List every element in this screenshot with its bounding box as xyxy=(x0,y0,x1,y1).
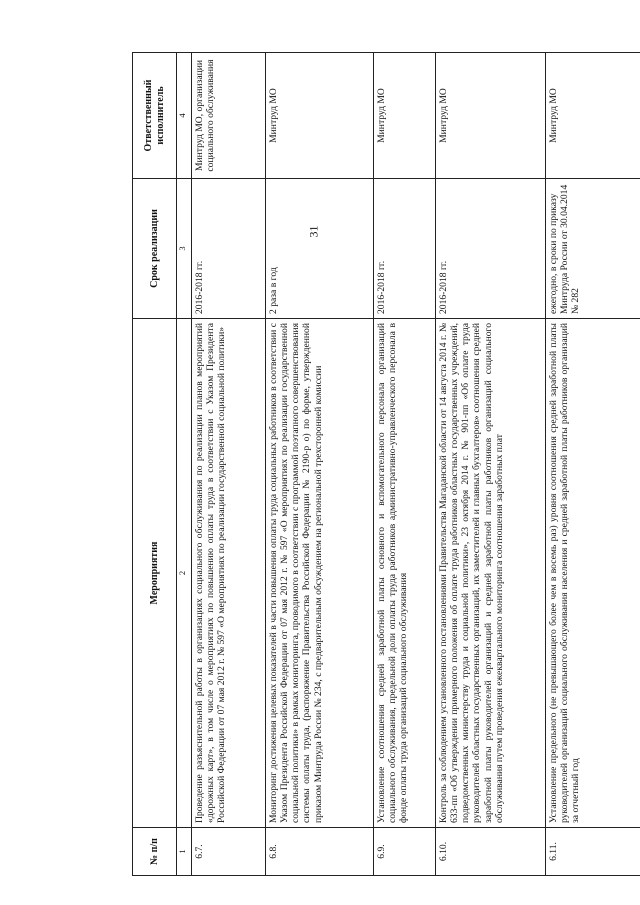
row-activity: Установление соотношения средней заработной платы основного и вспомогательного персонала организаций социального обслуживания, предельной доли оплаты труда работников административно-управленческого персонала в фонде оплаты труда организаций социального обслуживания xyxy=(374,319,436,828)
header-responsible: Ответственный исполнитель xyxy=(133,53,177,179)
row-num: 6.9. xyxy=(374,828,436,876)
table-row xyxy=(374,53,436,876)
column-number: 3 xyxy=(177,179,192,319)
rotated-table-container xyxy=(132,53,640,876)
column-number-row xyxy=(177,53,192,876)
row-responsible: Минтруд МО, организации социального обслуживания xyxy=(192,53,266,179)
row-activity: Проведение разъяснительной работы в организациях социального обслуживания по реализации планов мероприятий «дорожных карт», в том числе о мероприятиях по повышению оплаты труда в соответствии с Указом Президента Российской Федерации от 07 мая 2012 г. № 597 «О мероприятиях по реализации государственной социальной политики» xyxy=(192,319,266,828)
header-term: Срок реализации xyxy=(133,179,177,319)
column-number: 1 xyxy=(177,828,192,876)
page-number: 31 xyxy=(306,225,321,238)
activities-table xyxy=(132,52,640,876)
header-activity: Мероприятия xyxy=(133,319,177,828)
header-row xyxy=(133,53,177,876)
column-number: 2 xyxy=(177,319,192,828)
row-term: ежегодно, в сроки по приказу Минтруда России от 30.04.2014 № 282 xyxy=(546,179,640,319)
row-num: 6.10. xyxy=(436,828,546,876)
table-row xyxy=(266,53,374,876)
row-num: 6.7. xyxy=(192,828,266,876)
row-activity: Контроль за соблюдением установленного постановлениями Правительства Магаданской области от 14 августа 2014 г. № 633-пп «Об утверждении примерного положения об оплате труда работников областных государственных учреждений, подведомственных министерству труда и социальной политики», 23 октября 2014 г. № 901-пп «Об оплате труда руководителей областных государственных организаций, их заместителей и главных бухгалтеров» соотношения средней заработной платы руководителей организаций и средней заработной платы работников организаций социального обслуживания путем проведения ежеквартального мониторинга соотношения заработных плат xyxy=(436,319,546,828)
row-num: 6.11. xyxy=(546,828,640,876)
column-number: 4 xyxy=(177,53,192,179)
row-responsible: Минтруд МО xyxy=(266,53,374,179)
table-row xyxy=(192,53,266,876)
row-activity: Мониторинг достижения целевых показателей в части повышения оплаты труда социальных работников в соответствии с Указом Президента Российской Федерации от 07 мая 2012 г. № 597 «О мероприятиях по реализации государственной социальной политики» в рамках мониторинга, проводимого в соответствии с программой поэтапного совершенствования системы оплаты труда, (распоряжение Правительства Российской Федерации № 2190-р о) по форме, утвержденной приказом Минтруда России № 234, с предварительным обсуждением на региональной трехсторонней комиссии xyxy=(266,319,374,828)
header-num: № п/п xyxy=(133,828,177,876)
row-term: 2016-2018 гг. xyxy=(436,179,546,319)
table-row xyxy=(436,53,546,876)
row-term: 2016-2018 гг. xyxy=(374,179,436,319)
row-responsible: Минтруд МО xyxy=(546,53,640,179)
table-row xyxy=(546,53,640,876)
row-activity: Установление предельного (не превышающего более чем в восемь раз) уровня соотношения средней заработной платы руководителей организаций социального обслуживания населения и средней заработной платы работников организаций за отчетный год xyxy=(546,319,640,828)
row-term: 2016-2018 гг. xyxy=(192,179,266,319)
row-responsible: Минтруд МО xyxy=(436,53,546,179)
row-term: 2 раза в год xyxy=(266,179,374,319)
row-num: 6.8. xyxy=(266,828,374,876)
row-responsible: Минтруд МО xyxy=(374,53,436,179)
